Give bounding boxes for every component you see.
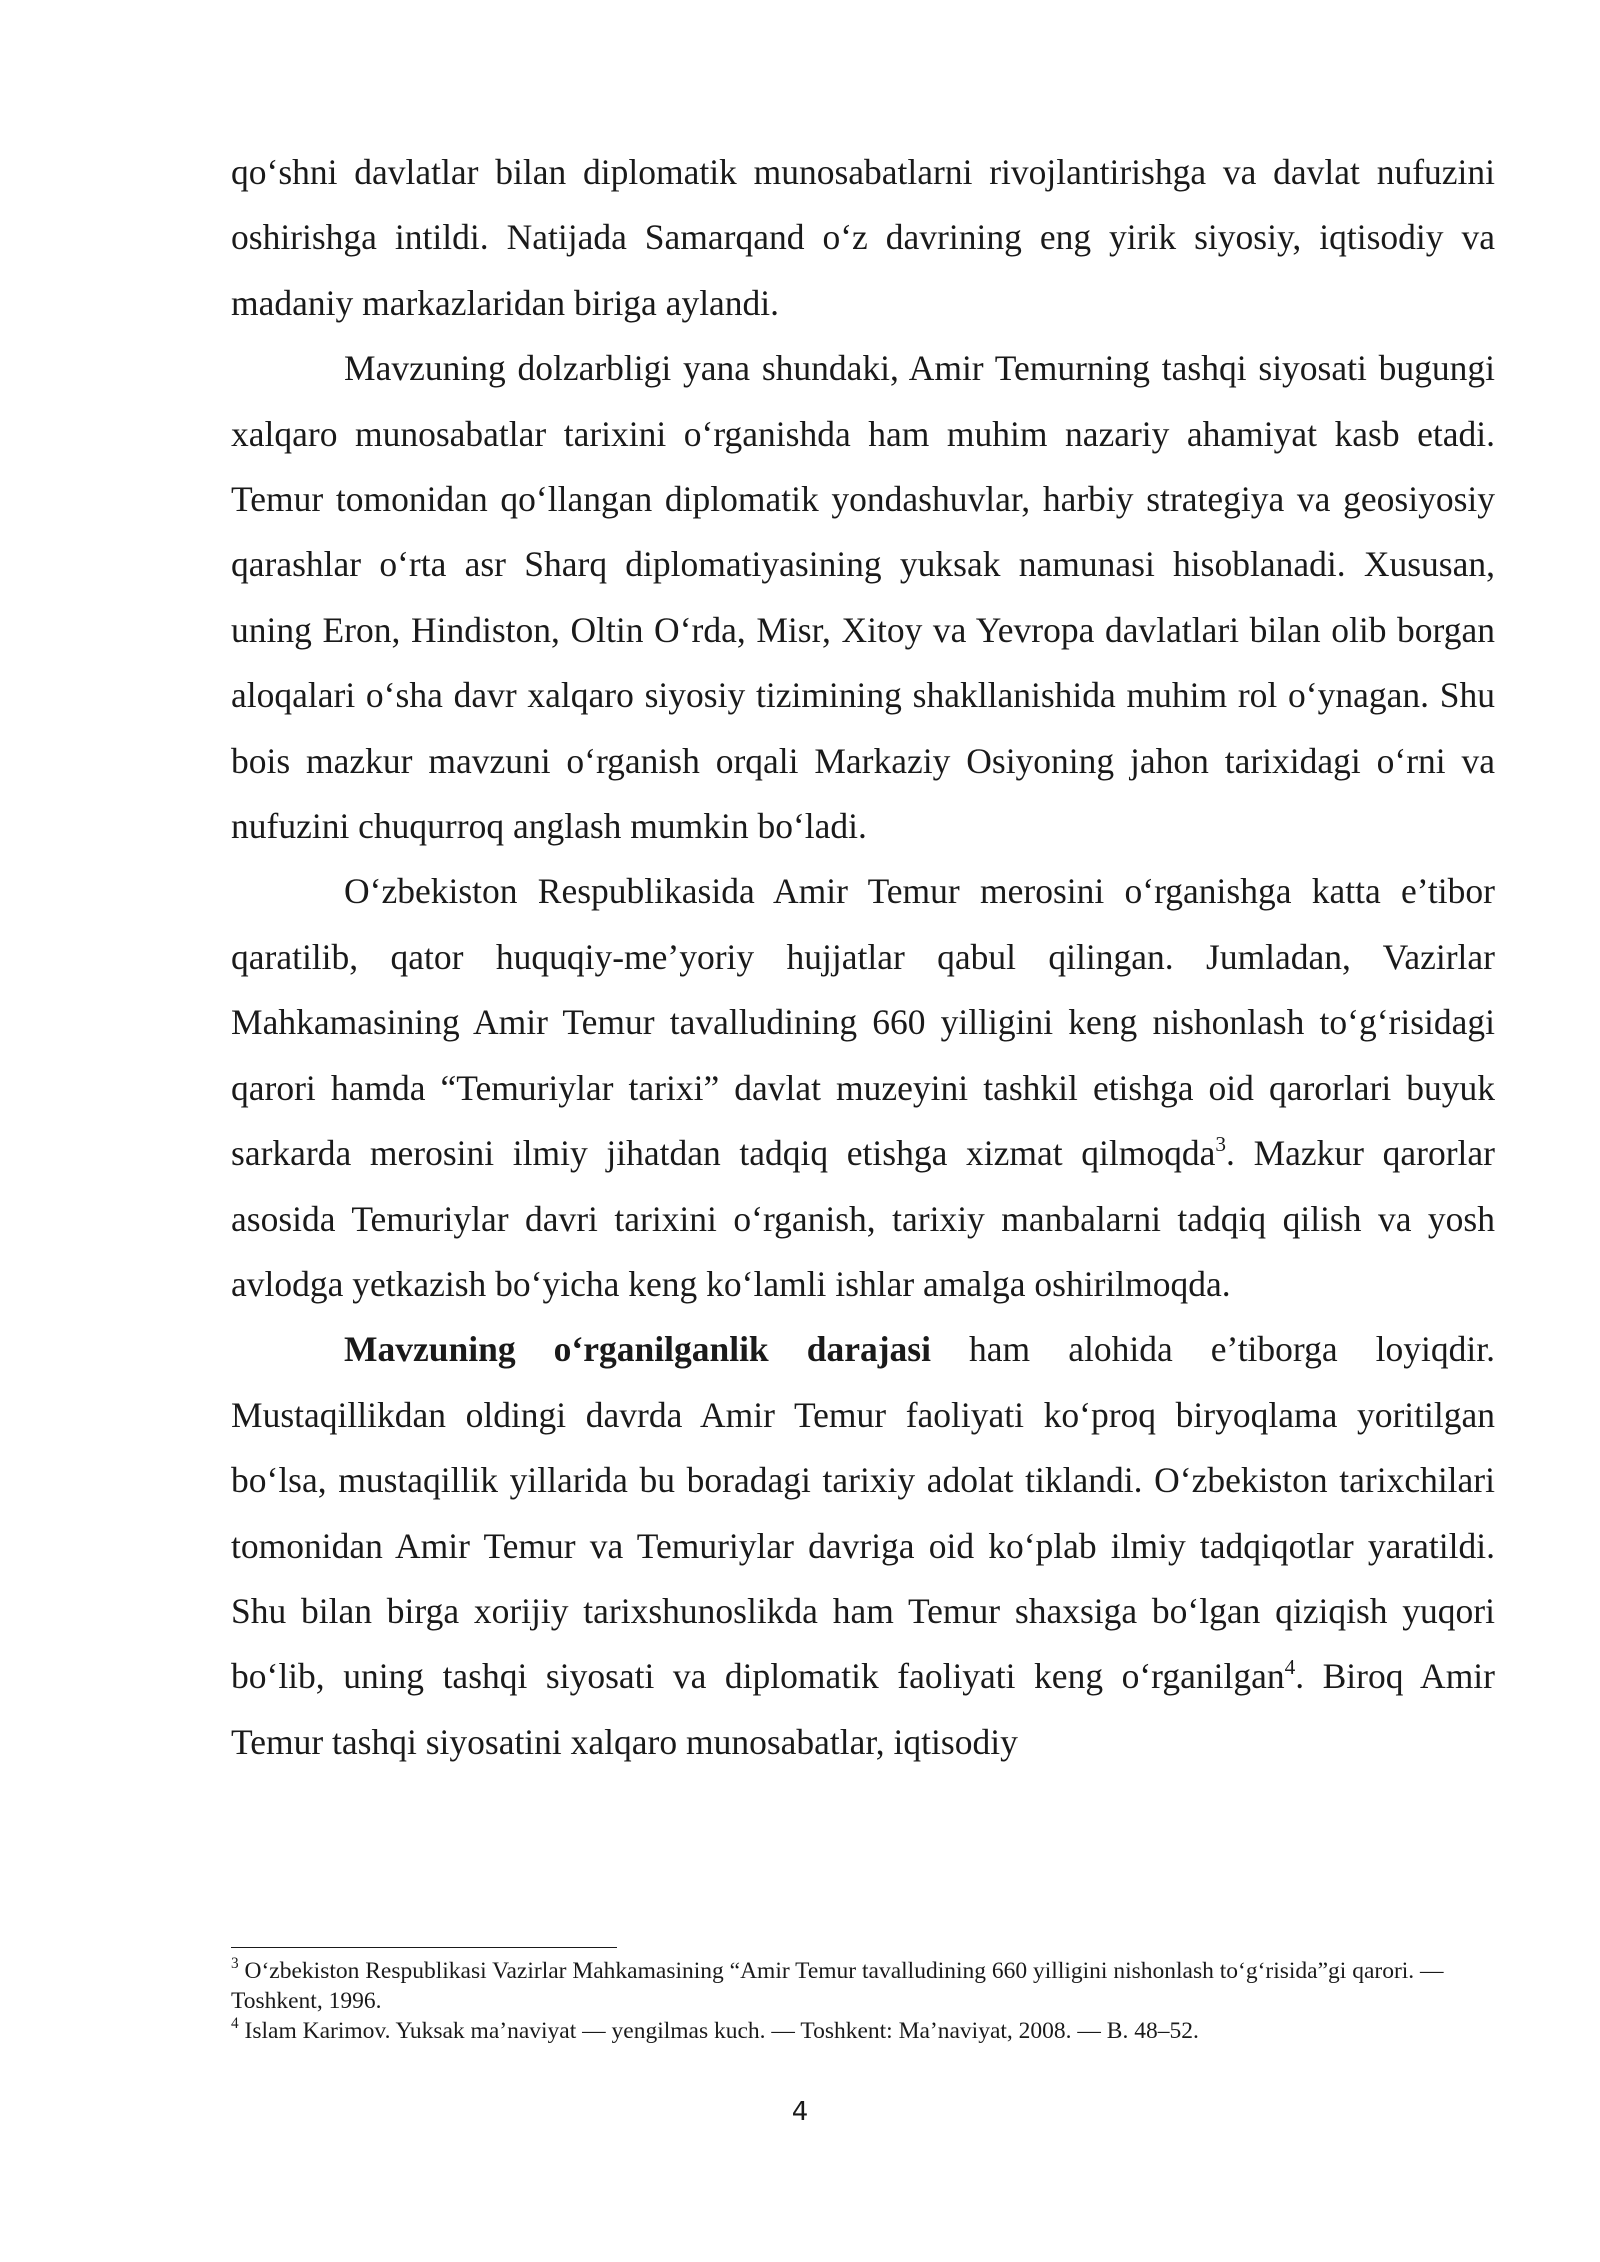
paragraph-4 [231, 1317, 1495, 1775]
paragraph-2: Mavzuning dolzarbligi yana shundaki, Amir Temurning tashqi siyosati bugungi xalqaro munosabatlar tarixini o‘rganishda ham muhim nazariy ahamiyat kasb etadi. Temur tomonidan qo‘llangan diplomatik yondashuvlar, harbiy strategiya va geosiyosiy qarashlar o‘rta asr Sharq diplomatiyasining yuksak namunasi hisoblanadi. Xususan, uning Eron, Hindiston, Oltin O‘rda, Misr, Xitoy va Yevropa davlatlari bilan olib borgan aloqalari o‘sha davr xalqaro siyosiy tizimining shakllanishida muhim rol o‘ynagan. Shu bois mazkur mavzuni o‘rganish orqali Markaziy Osiyoning jahon tarixidagi o‘rni va nufuzini chuqurroq anglash mumkin bo‘ladi. [231, 348, 1495, 847]
paragraph-3-text-cont: . Mazkur qarorlar asosida Temuriylar davri tarixini o‘rganish, tarixiy manbalarni tadqiq qilish va yosh avlodga yetkazish bo‘yicha keng ko‘lamli ishlar amalga oshirilmoqda. [231, 1133, 1495, 1304]
footnote-number: 4 [231, 2015, 239, 2033]
paragraph-3 [231, 859, 1495, 1317]
footnotes [231, 1956, 1491, 2046]
footnote-text: Islam Karimov. Yuksak ma’naviyat — yengilmas kuch. — Toshkent: Ma’naviyat, 2008. — B. 48–52. [238, 2018, 1199, 2044]
footnote-ref-4[interactable]: 4 [1284, 1655, 1296, 1680]
paragraph-3-text: O‘zbekiston Respublikasida Amir Temur merosini o‘rganishga katta e’tibor qaratilib, qator huquqiy-me’yoriy hujjatlar qabul qilingan. Jumladan, Vazirlar Mahkamasining Amir Temur tavalludining 660 yilligini keng nishonlash to‘g‘risidagi qarori hamda “Temuriylar tarixi” davlat muzeyini tashkil etishga oid qarorlari buyuk sarkarda merosini ilmiy jihatdan tadqiq etishga xizmat qilmoqda [231, 871, 1495, 1174]
footnote-3 [231, 1956, 1491, 2016]
footnote-separator [231, 1947, 617, 1948]
footnote-text: O‘zbekiston Respublikasi Vazirlar Mahkamasining “Amir Temur tavalludining 660 yilligini nishonlash to‘g‘risida”gi qarori. — Toshkent, 1996. [231, 1958, 1444, 2014]
section-heading-inline: Mavzuning o‘rganilganlik darajasi [344, 1329, 931, 1370]
footnote-ref-3[interactable]: 3 [1215, 1132, 1227, 1157]
footnote-number: 3 [231, 1955, 239, 1973]
footnote-4 [231, 2016, 1491, 2046]
body-text [231, 140, 1495, 1775]
paragraph-4-text: ham alohida e’tiborga loyiqdir. Mustaqillikdan oldingi davrda Amir Temur faoliyati ko‘proq biryoqlama yoritilgan bo‘lsa, mustaqillik yillarida bu boradagi tarixiy adolat tiklandi. O‘zbekiston tarixchilari tomonidan Amir Temur va Temuriylar davriga oid ko‘plab ilmiy tadqiqotlar yaratildi. Shu bilan birga xorijiy tarixshunoslikda ham Temur shaxsiga bo‘lgan qiziqish yuqori bo‘lib, uning tashqi siyosati va diplomatik faoliyati keng o‘rganilgan [231, 1329, 1495, 1697]
paragraph-1: qo‘shni davlatlar bilan diplomatik munosabatlarni rivojlantirishga va davlat nufuzini oshirishga intildi. Natijada Samarqand o‘z davrining eng yirik siyosiy, iqtisodiy va madaniy markazlaridan biriga aylandi. [231, 152, 1495, 323]
page-number: 4 [791, 2097, 809, 2127]
paragraph-4-text-cont: . Biroq Amir Temur tashqi siyosatini xalqaro munosabatlar, iqtisodiy [231, 1656, 1495, 1762]
